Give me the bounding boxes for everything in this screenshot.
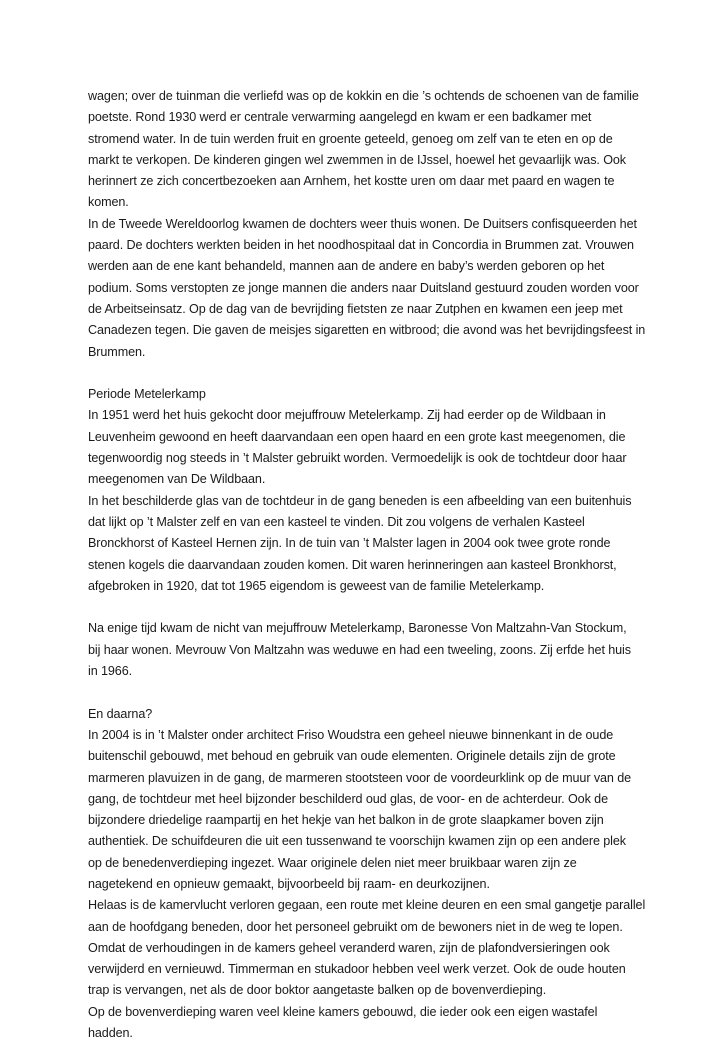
text-line: aan de hoofdgang beneden, door het personeel gebruikt om de bewoners niet in de weg te lopen. [88, 919, 623, 934]
section-maltzahn [88, 618, 688, 682]
text-line: podium. Soms verstopten ze jonge mannen die anders naar Duitsland gestuurd zouden worden voor [88, 280, 639, 295]
text-line: stenen kogels die daarvandaan zouden komen. Dit waren herinneringen aan kasteel Bronkhorst, [88, 557, 617, 572]
text-line: verwijderd en vernieuwd. Timmerman en stukadoor hebben veel werk verzet. Ook de oude houten [88, 962, 626, 977]
text-line: komen. [88, 195, 129, 210]
text-line: Canadezen tegen. Die gaven de meisjes sigaretten en witbrood; die avond was het bevrijdingsfeest in [88, 323, 646, 338]
text-line: afgebroken in 1920, dat tot 1965 eigendom is geweest van de familie Metelerkamp. [88, 578, 545, 593]
section-metelerkamp [88, 384, 688, 597]
text-line: In de Tweede Wereldoorlog kwamen de dochters weer thuis wonen. De Duitsers confisqueerden het [88, 216, 637, 231]
text-line: markt te verkopen. De kinderen gingen wel zwemmen in de IJssel, hoewel het gevaarlijk was. Ook [88, 152, 626, 167]
section-daarna [88, 704, 688, 1044]
text-line: buitenschil gebouwd, met behoud en gebruik van oude elementen. Originele details zijn de grote [88, 749, 616, 764]
text-line: de Arbeitseinsatz. Op de dag van de bevrijding fietsten ze naar Zutphen en kwamen een jeep met [88, 301, 623, 316]
text-line: Omdat de verhoudingen in de kamers geheel veranderd waren, zijn de plafondversieringen ook [88, 940, 610, 955]
text-line: Brummen. [88, 344, 146, 359]
text-line: In het beschilderde glas van de tochtdeur in de gang beneden is een afbeelding van een buitenhuis [88, 493, 632, 508]
text-line: dat lijkt op ’t Malster zelf en van een kasteel te vinden. Dit zou volgens de verhalen Kasteel [88, 514, 585, 529]
text-line: op de benedenverdieping ingezet. Waar originele delen niet meer bruikbaar waren zijn ze [88, 855, 577, 870]
text-line: gang, de tochtdeur met heel bijzonder beschilderd oud glas, de voor- en de achterdeur. Ook de [88, 791, 608, 806]
text-line: nagetekend en opnieuw gemaakt, bijvoorbeeld bij raam- en deurkozijnen. [88, 876, 490, 891]
section-heading: Periode Metelerkamp [88, 387, 206, 402]
section-intro [88, 86, 688, 363]
section-heading: En daarna? [88, 706, 153, 721]
text-line: Na enige tijd kwam de nicht van mejuffrouw Metelerkamp, Baronesse Von Maltzahn-Van Stockum, [88, 621, 627, 636]
paragraph-spacer [88, 363, 688, 384]
text-line: Bronckhorst of Kasteel Hernen zijn. In de tuin van ’t Malster lagen in 2004 ook twee grote ronde [88, 536, 611, 551]
text-line: hadden. [88, 1026, 133, 1041]
text-line: trap is vervangen, net als de door boktor aangetaste balken op de bovenverdieping. [88, 983, 547, 998]
text-line: paard. De dochters werkten beiden in het noodhospitaal dat in Concordia in Brummen zat. Vrouwen [88, 238, 634, 253]
paragraph-spacer [88, 597, 688, 618]
text-line: In 2004 is in ’t Malster onder architect Friso Woudstra een geheel nieuwe binnenkant in de oude [88, 727, 614, 742]
text-line: wagen; over de tuinman die verliefd was op de kokkin en die ’s ochtends de schoenen van de familie [88, 89, 639, 103]
document-page [88, 86, 688, 1044]
text-line: Helaas is de kamervlucht verloren gegaan, een route met kleine deuren en een smal gangetje parallel [88, 898, 646, 913]
text-line: in 1966. [88, 664, 133, 679]
text-line: werden aan de ene kant behandeld, mannen aan de andere en baby’s werden geboren op het [88, 259, 605, 274]
text-line: Op de bovenverdieping waren veel kleine kamers gebouwd, die ieder ook een eigen wastafel [88, 1004, 598, 1019]
text-line: In 1951 werd het huis gekocht door mejuffrouw Metelerkamp. Zij had eerder op de Wildbaan in [88, 408, 606, 423]
text-line: authentiek. De schuifdeuren die uit een tussenwand te voorschijn kwamen zijn op een andere plek [88, 834, 626, 849]
text-line: stromend water. In de tuin werden fruit en groente geteeld, genoeg om zelf van te eten en op de [88, 131, 613, 146]
text-line: Leuvenheim gewoond en heeft daarvandaan een open haard en een grote kast meegenomen, die [88, 429, 626, 444]
paragraph-spacer [88, 682, 688, 703]
text-line: tegenwoordig nog steeds in ’t Malster gebruikt worden. Vermoedelijk is ook de tochtdeur door haar [88, 451, 627, 466]
text-line: poetste. Rond 1930 werd er centrale verwarming aangelegd en kwam er een badkamer met [88, 110, 592, 125]
text-line: herinnert ze zich concertbezoeken aan Arnhem, het kostte uren om daar met paard en wagen te [88, 174, 615, 189]
text-line: bij haar wonen. Mevrouw Von Maltzahn was weduwe en had een tweeling, zoons. Zij erfde het huis [88, 642, 631, 657]
text-line: meegenomen van De Wildbaan. [88, 472, 266, 487]
text-line: bijzondere driedelige raampartij en het hekje van het balkon in de grote slaapkamer boven zijn [88, 813, 604, 828]
text-line: marmeren plavuizen in de gang, de marmeren stootsteen voor de voordeurklink op de muur van de [88, 770, 632, 785]
